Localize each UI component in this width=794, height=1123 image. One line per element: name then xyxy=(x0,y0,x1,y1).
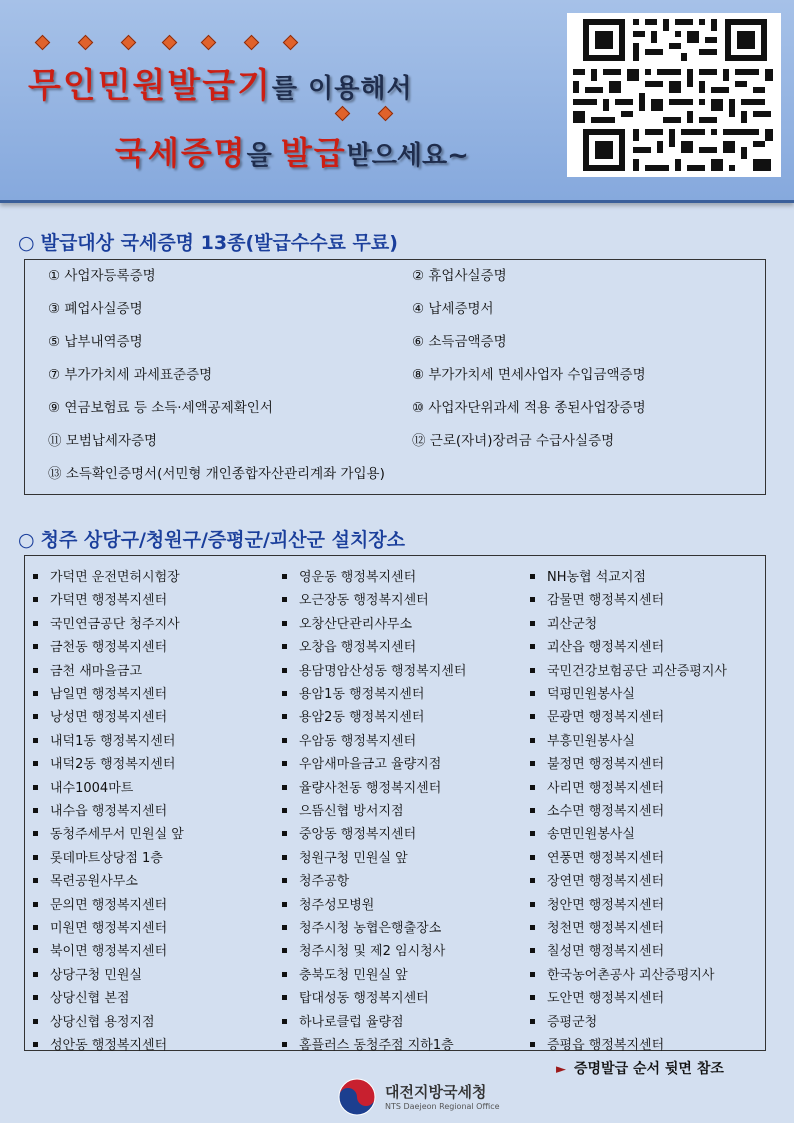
location-label: 상당신협 본점 xyxy=(50,991,130,1007)
location-label: 목련공원사무소 xyxy=(50,874,138,890)
location-label: 성안동 행정복지센터 xyxy=(50,1038,168,1053)
bullet-icon xyxy=(282,972,287,977)
location-item xyxy=(282,660,466,679)
location-item xyxy=(33,706,167,725)
location-item xyxy=(33,800,167,819)
reference-text: 증명발급 순서 뒷면 참조 xyxy=(574,1061,724,1077)
location-item xyxy=(530,940,664,959)
location-item xyxy=(33,917,167,936)
location-item xyxy=(33,847,163,866)
bullet-icon xyxy=(282,948,287,953)
header-banner xyxy=(0,0,794,203)
location-label: 동청주세무서 민원실 앞 xyxy=(50,827,184,843)
location-label: 상당구청 민원실 xyxy=(50,967,143,983)
location-item xyxy=(33,730,175,749)
location-label: 불정면 행정복지센터 xyxy=(547,757,665,773)
diamond-icon xyxy=(162,35,178,51)
location-item xyxy=(530,706,664,725)
location-label: 오창읍 행정복지센터 xyxy=(299,640,417,656)
location-item xyxy=(530,777,664,796)
location-item xyxy=(530,589,664,608)
section2-marker: ○ xyxy=(18,529,35,551)
bullet-icon xyxy=(33,644,38,649)
location-label: 미원면 행정복지센터 xyxy=(50,921,168,936)
location-label: 청천면 행정복지센터 xyxy=(547,921,665,936)
location-item xyxy=(282,613,412,632)
location-label: 홈플러스 동청주점 지하1층 xyxy=(299,1038,454,1053)
bullet-icon xyxy=(33,925,38,930)
headline-red-3: 발급 xyxy=(280,134,347,172)
location-item xyxy=(33,753,175,772)
bullet-icon xyxy=(282,574,287,579)
location-label: 문의면 행정복지센터 xyxy=(50,897,168,913)
nts-emblem-icon xyxy=(337,1077,377,1117)
bullet-icon xyxy=(33,621,38,626)
location-item xyxy=(282,894,374,913)
location-label: 청원구청 민원실 앞 xyxy=(299,850,408,866)
location-label: 청주성모병원 xyxy=(299,897,375,913)
bullet-icon xyxy=(33,902,38,907)
location-label: 영운동 행정복지센터 xyxy=(299,570,417,585)
location-list-box xyxy=(24,555,766,1051)
location-item xyxy=(282,987,429,1006)
bullet-icon xyxy=(282,902,287,907)
bullet-icon xyxy=(282,738,287,743)
location-label: NH농협 석교지점 xyxy=(547,570,646,585)
certificate-item: ⑪ 모범납세자증명 xyxy=(48,433,158,449)
bullet-icon xyxy=(282,831,287,836)
bullet-icon xyxy=(282,644,287,649)
location-item xyxy=(33,1034,167,1053)
bullet-icon xyxy=(530,995,535,1000)
bullet-icon xyxy=(530,621,535,626)
location-label: 청주시청 및 제2 임시청사 xyxy=(299,944,446,960)
diamond-icon xyxy=(244,35,260,51)
bullet-icon xyxy=(33,691,38,696)
location-item xyxy=(530,847,664,866)
location-item xyxy=(282,964,408,983)
location-label: 충북도청 민원실 앞 xyxy=(299,967,408,983)
location-label: 청안면 행정복지센터 xyxy=(547,897,665,913)
location-label: 율량사천동 행정복지센터 xyxy=(299,780,442,796)
logo-english-text: NTS Daejeon Regional Office xyxy=(385,1102,500,1111)
bullet-icon xyxy=(33,972,38,977)
bullet-icon xyxy=(530,644,535,649)
section1-marker: ○ xyxy=(18,232,35,254)
bullet-icon xyxy=(33,1019,38,1024)
location-label: 용암1동 행정복지센터 xyxy=(299,687,425,702)
bullet-icon xyxy=(33,808,38,813)
bullet-icon xyxy=(282,1019,287,1024)
section2-title xyxy=(18,525,405,552)
certificate-item: ⑫ 근로(자녀)장려금 수급사실증명 xyxy=(412,433,615,449)
bullet-icon xyxy=(282,855,287,860)
location-item xyxy=(33,894,167,913)
location-item xyxy=(282,683,424,702)
location-item xyxy=(530,636,664,655)
location-label: 내덕2동 행정복지센터 xyxy=(50,757,176,773)
certificate-item: ① 사업자등록증명 xyxy=(48,268,156,284)
bullet-icon xyxy=(530,902,535,907)
location-label: 감물면 행정복지센터 xyxy=(547,593,665,609)
bullet-icon xyxy=(530,1042,535,1047)
bullet-icon xyxy=(530,668,535,673)
bullet-icon xyxy=(530,691,535,696)
location-label: 오근장동 행정복지센터 xyxy=(299,593,429,609)
location-label: 북이면 행정복지센터 xyxy=(50,944,168,960)
location-item xyxy=(530,964,714,983)
location-label: 장연면 행정복지센터 xyxy=(547,874,665,890)
nts-logo xyxy=(337,1077,507,1119)
arrow-right-icon: ► xyxy=(556,1062,566,1077)
location-item xyxy=(530,753,664,772)
bullet-icon xyxy=(282,1042,287,1047)
bullet-icon xyxy=(282,878,287,883)
certificate-item: ⑨ 연금보험료 등 소득·세액공제확인서 xyxy=(48,400,273,416)
location-label: 롯데마트상당점 1층 xyxy=(50,850,163,866)
location-item xyxy=(282,636,416,655)
location-item xyxy=(33,940,167,959)
location-item xyxy=(530,987,664,1006)
location-item xyxy=(33,683,167,702)
bullet-icon xyxy=(530,597,535,602)
bullet-icon xyxy=(33,668,38,673)
headline-navy-2: 을 xyxy=(246,141,281,171)
location-item xyxy=(33,566,180,585)
bullet-icon xyxy=(282,925,287,930)
diamond-icon xyxy=(201,35,217,51)
bullet-icon xyxy=(33,761,38,766)
location-label: 도안면 행정복지센터 xyxy=(547,991,665,1007)
location-item xyxy=(282,706,424,725)
bullet-icon xyxy=(530,948,535,953)
bullet-icon xyxy=(530,878,535,883)
location-label: 금천 새마을금고 xyxy=(50,663,143,679)
location-label: 괴산군청 xyxy=(547,616,598,632)
bullet-icon xyxy=(33,831,38,836)
bullet-icon xyxy=(530,855,535,860)
certificate-item: ⑤ 납부내역증명 xyxy=(48,334,143,350)
location-label: 연풍면 행정복지센터 xyxy=(547,850,665,866)
diamond-icon xyxy=(283,35,299,51)
location-item xyxy=(530,1011,597,1030)
bullet-icon xyxy=(530,785,535,790)
location-label: 소수면 행정복지센터 xyxy=(547,804,665,819)
certificate-item: ⑩ 사업자단위과세 적용 종된사업장증명 xyxy=(412,400,646,416)
bullet-icon xyxy=(282,621,287,626)
location-label: 우암동 행정복지센터 xyxy=(299,733,417,749)
bullet-icon xyxy=(33,597,38,602)
bullet-icon xyxy=(282,995,287,1000)
location-label: 가덕면 운전면허시험장 xyxy=(50,570,180,585)
bullet-icon xyxy=(282,691,287,696)
bullet-icon xyxy=(33,995,38,1000)
location-label: 부흥민원봉사실 xyxy=(547,733,635,749)
location-item xyxy=(530,823,635,842)
logo-korean-text: 대전지방국세청 xyxy=(385,1083,487,1101)
location-item xyxy=(33,589,167,608)
location-item xyxy=(33,870,138,889)
bullet-icon xyxy=(530,831,535,836)
certificate-item: ④ 납세증명서 xyxy=(412,301,494,317)
headline-line-1 xyxy=(28,58,413,107)
location-label: 가덕면 행정복지센터 xyxy=(50,593,168,609)
bullet-icon xyxy=(33,785,38,790)
bullet-icon xyxy=(530,738,535,743)
bullet-icon xyxy=(530,761,535,766)
bullet-icon xyxy=(282,714,287,719)
bullet-icon xyxy=(33,878,38,883)
location-item xyxy=(282,730,416,749)
diamond-icon xyxy=(78,35,94,51)
location-item xyxy=(282,753,441,772)
location-label: 증평군청 xyxy=(547,1014,598,1030)
location-item xyxy=(530,730,635,749)
certificate-item: ⑥ 소득금액증명 xyxy=(412,334,507,350)
bullet-icon xyxy=(33,1042,38,1047)
diamond-icon xyxy=(335,106,351,122)
location-item xyxy=(530,917,664,936)
location-label: 중앙동 행정복지센터 xyxy=(299,827,417,843)
diamond-icon xyxy=(35,35,51,51)
location-label: 국민연금공단 청주지사 xyxy=(50,616,180,632)
location-item xyxy=(282,1011,404,1030)
certificate-item: ⑧ 부가가치세 면세사업자 수입금액증명 xyxy=(412,367,646,383)
bullet-icon xyxy=(33,714,38,719)
location-item xyxy=(33,1011,155,1030)
diamond-icon xyxy=(121,35,137,51)
location-label: 용암2동 행정복지센터 xyxy=(299,710,425,726)
location-item xyxy=(530,660,727,679)
reference-note xyxy=(556,1058,724,1078)
location-label: 으뜸신협 방서지점 xyxy=(299,804,404,819)
certificate-item: ③ 폐업사실증명 xyxy=(48,301,143,317)
location-item xyxy=(33,636,167,655)
location-label: 낭성면 행정복지센터 xyxy=(50,710,168,726)
location-item xyxy=(33,823,184,842)
diamond-icon xyxy=(378,106,394,122)
location-label: 용담명암산성동 행정복지센터 xyxy=(299,663,467,679)
location-item xyxy=(282,777,441,796)
location-label: 청주시청 농협은행출장소 xyxy=(299,921,442,936)
bullet-icon xyxy=(33,855,38,860)
location-label: 남일면 행정복지센터 xyxy=(50,687,168,702)
location-label: 탑대성동 행정복지센터 xyxy=(299,991,429,1007)
location-label: 사리면 행정복지센터 xyxy=(547,780,665,796)
location-item xyxy=(530,870,664,889)
certificate-item: ⑬ 소득확인증명서(서민형 개인종합자산관리계좌 가입용) xyxy=(48,466,385,482)
location-label: 칠성면 행정복지센터 xyxy=(547,944,665,960)
location-label: 한국농어촌공사 괴산증평지사 xyxy=(547,967,715,983)
location-item xyxy=(282,940,445,959)
bullet-icon xyxy=(530,574,535,579)
headline-navy-1: 를 이용해서 xyxy=(271,74,413,104)
bullet-icon xyxy=(33,948,38,953)
location-label: 우암새마을금고 율량지점 xyxy=(299,757,442,773)
location-label: 오창산단관리사무소 xyxy=(299,616,413,632)
bullet-icon xyxy=(282,597,287,602)
location-item xyxy=(33,613,180,632)
location-item xyxy=(282,847,408,866)
location-label: 청주공항 xyxy=(299,874,350,890)
bullet-icon xyxy=(282,785,287,790)
location-label: 내수1004마트 xyxy=(50,780,134,796)
location-label: 상당신협 용정지점 xyxy=(50,1014,155,1030)
location-label: 내수읍 행정복지센터 xyxy=(50,804,168,819)
headline-navy-3: 받으세요~ xyxy=(346,141,469,171)
location-item xyxy=(282,589,429,608)
location-label: 괴산읍 행정복지센터 xyxy=(547,640,665,656)
location-item xyxy=(282,566,416,585)
bullet-icon xyxy=(530,972,535,977)
headline-line-2 xyxy=(115,128,469,174)
location-item xyxy=(530,1034,664,1053)
headline-red-2: 국세증명 xyxy=(115,134,247,172)
bullet-icon xyxy=(530,1019,535,1024)
location-label: 덕평민원봉사실 xyxy=(547,687,635,702)
location-label: 국민건강보험공단 괴산증평지사 xyxy=(547,663,727,679)
location-item xyxy=(282,823,416,842)
certificate-item: ⑦ 부가가치세 과세표준증명 xyxy=(48,367,213,383)
location-item xyxy=(530,613,597,632)
location-item xyxy=(282,1034,454,1053)
location-item xyxy=(530,683,635,702)
location-label: 금천동 행정복지센터 xyxy=(50,640,168,656)
bullet-icon xyxy=(33,738,38,743)
bullet-icon xyxy=(33,574,38,579)
bullet-icon xyxy=(282,668,287,673)
location-label: 송면민원봉사실 xyxy=(547,827,635,843)
certificate-item: ② 휴업사실증명 xyxy=(412,268,507,284)
location-label: 내덕1동 행정복지센터 xyxy=(50,733,176,749)
location-item xyxy=(33,660,142,679)
location-item xyxy=(33,987,129,1006)
location-item xyxy=(33,964,142,983)
bullet-icon xyxy=(530,808,535,813)
section1-title-text: 발급대상 국세증명 13종(발급수수료 무료) xyxy=(40,232,398,254)
location-item xyxy=(530,800,664,819)
bullet-icon xyxy=(282,761,287,766)
location-item xyxy=(282,800,404,819)
section1-title xyxy=(18,228,398,255)
bullet-icon xyxy=(282,808,287,813)
location-item xyxy=(282,870,349,889)
location-label: 하나로클럽 율량점 xyxy=(299,1014,404,1030)
location-item xyxy=(530,566,646,585)
qr-code-icon[interactable] xyxy=(567,13,781,177)
headline-red-1: 무인민원발급기 xyxy=(28,66,272,106)
bullet-icon xyxy=(530,925,535,930)
location-item xyxy=(530,894,664,913)
location-label: 문광면 행정복지센터 xyxy=(547,710,665,726)
bullet-icon xyxy=(530,714,535,719)
location-label: 증평읍 행정복지센터 xyxy=(547,1038,665,1053)
certificate-list-box xyxy=(24,259,766,495)
location-item xyxy=(282,917,441,936)
location-item xyxy=(33,777,133,796)
section2-title-text: 청주 상당구/청원구/증평군/괴산군 설치장소 xyxy=(40,529,406,551)
